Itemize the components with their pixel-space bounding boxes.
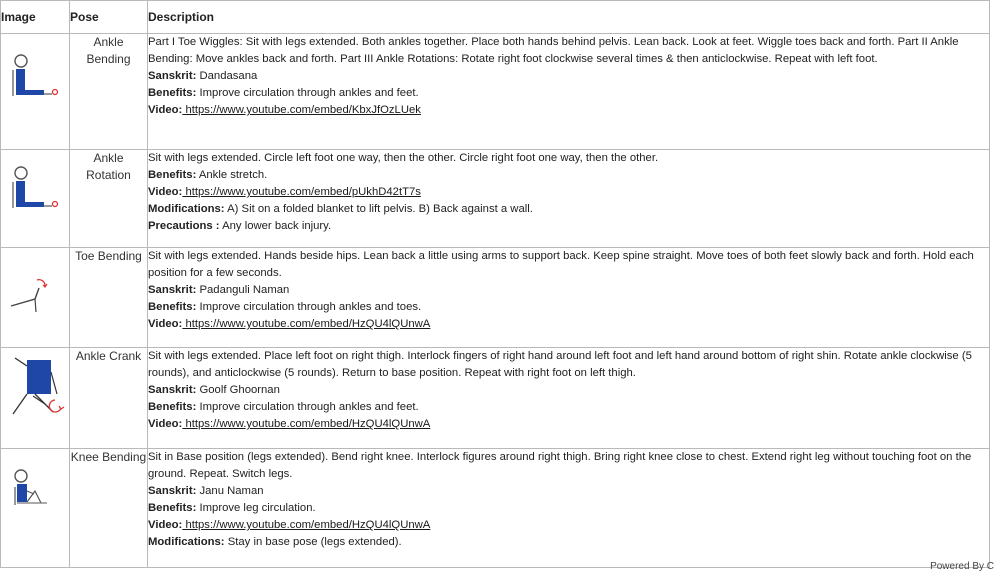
description-text: Sit with legs extended. Circle left foot one way, then the other. Circle right foot one way, then the other. [148,152,659,164]
powered-by-footer[interactable]: Powered By C [930,561,994,572]
description-text: Sit in Base position (legs extended). Bend right knee. Interlock figures around right thigh. Bring right knee close to chest. Extend right leg without touching foot on the ground. Repeat. Switch legs. [148,451,972,480]
pose-name: Knee Bending [70,449,148,568]
pose-name: Toe Bending [70,248,148,348]
pose-image-cell [1,248,70,348]
sanskrit-label: Sanskrit: [148,284,197,296]
pose-description [148,449,990,568]
sanskrit-line [148,483,989,500]
table-row [1,150,990,248]
sanskrit-value: Janu Naman [199,485,264,497]
table-header-row [1,1,990,34]
pose-image-cell [1,34,70,150]
pose-image-cell [1,150,70,248]
ankle-bending-figure-icon [7,52,69,112]
video-link[interactable]: https://www.youtube.com/embed/pUkhD42tT7s [182,186,421,198]
video-link[interactable]: https://www.youtube.com/embed/HzQU4lQUnwA [182,519,431,531]
sanskrit-value: Padanguli Naman [199,284,290,296]
benefits-value: Improve circulation through ankles and feet. [199,401,419,413]
video-label: Video: [148,318,183,330]
benefits-line [148,167,989,184]
header-description: Description [148,1,990,34]
table-row [1,34,990,150]
video-link[interactable]: https://www.youtube.com/embed/HzQU4lQUnwA [182,418,431,430]
precautions-line [148,218,989,235]
video-line [148,184,989,201]
ankle-crank-figure-icon [5,352,69,422]
video-label: Video: [148,519,183,531]
table-row [1,449,990,568]
video-line [148,102,989,119]
pose-description [148,248,990,348]
sanskrit-label: Sanskrit: [148,485,197,497]
sanskrit-line [148,68,989,85]
benefits-line [148,500,989,517]
benefits-line [148,399,989,416]
knee-bending-figure-icon [7,467,69,527]
pose-description [148,348,990,449]
video-line [148,316,989,333]
modifications-line [148,201,989,218]
benefits-label: Benefits: [148,301,197,313]
video-link[interactable]: https://www.youtube.com/embed/HzQU4lQUnwA [182,318,431,330]
precautions-value: Any lower back injury. [222,220,332,232]
pose-description [148,150,990,248]
description-text: Part I Toe Wiggles: Sit with legs extended. Both ankles together. Place both hands behind pelvis. Lean back. Look at feet. Wiggle toes back and forth. Part II Ankle Bending: Move ankles back and forth. Part III Ankle Rotations: Rotate right foot clockwise several times & then anticlockwise. Repeat with left foot. [148,36,959,65]
modifications-value: Stay in base pose (legs extended). [227,536,402,548]
benefits-label: Benefits: [148,502,197,514]
sanskrit-line [148,382,989,399]
table-row [1,248,990,348]
sanskrit-label: Sanskrit: [148,70,197,82]
table-row [1,348,990,449]
modifications-value: A) Sit on a folded blanket to lift pelvis. B) Back against a wall. [227,203,533,215]
video-label: Video: [148,418,183,430]
sanskrit-value: Goolf Ghoornan [199,384,280,396]
header-pose: Pose [70,1,148,34]
pose-name: Ankle Rotation [70,150,148,248]
ankle-rotation-figure-icon [7,164,69,224]
benefits-label: Benefits: [148,87,197,99]
benefits-value: Improve leg circulation. [199,502,316,514]
modifications-line [148,534,989,551]
benefits-value: Improve circulation through ankles and toes. [199,301,422,313]
description-text: Sit with legs extended. Place left foot on right thigh. Interlock fingers of right hand around left foot and left hand around bottom of right shin. Rotate ankle clockwise (5 rounds), and anticlockwise (5 rounds). Return to base position. Repeat with right foot on left thigh. [148,350,972,379]
pose-name: Ankle Crank [70,348,148,449]
precautions-label: Precautions : [148,220,220,232]
video-label: Video: [148,186,183,198]
pose-name: Ankle Bending [70,34,148,150]
description-text: Sit with legs extended. Hands beside hips. Lean back a little using arms to support back. Keep spine straight. Move toes of both feet slowly back and forth. Hold each position for a few seconds. [148,250,974,279]
benefits-value: Improve circulation through ankles and feet. [199,87,419,99]
modifications-label: Modifications: [148,203,225,215]
benefits-label: Benefits: [148,169,197,181]
video-link[interactable]: https://www.youtube.com/embed/KbxJfOzLUek [182,104,421,116]
video-line [148,416,989,433]
sanskrit-value: Dandasana [199,70,258,82]
benefits-line [148,85,989,102]
benefits-value: Ankle stretch. [198,169,268,181]
pose-image-cell [1,348,70,449]
header-image: Image [1,1,70,34]
video-line [148,517,989,534]
toe-bending-figure-icon [7,266,69,326]
pose-image-cell [1,449,70,568]
sanskrit-label: Sanskrit: [148,384,197,396]
video-label: Video: [148,104,183,116]
benefits-label: Benefits: [148,401,197,413]
benefits-line [148,299,989,316]
sanskrit-line [148,282,989,299]
pose-description [148,34,990,150]
modifications-label: Modifications: [148,536,225,548]
